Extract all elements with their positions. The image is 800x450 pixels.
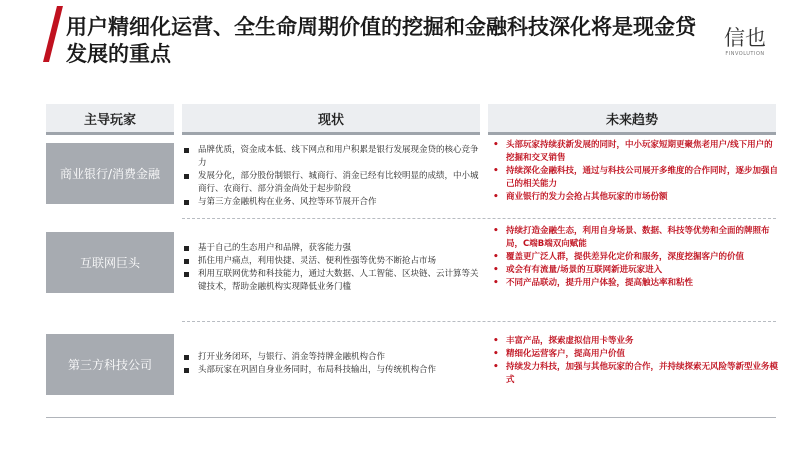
dot-bullet-icon: • xyxy=(493,362,499,372)
status-list-third-party xyxy=(182,351,482,377)
square-bullet-icon xyxy=(184,200,189,205)
status-item: 打开业务闭环，与银行、消金等持牌金融机构合作 xyxy=(182,351,482,364)
player-third-party: 第三方科技公司 xyxy=(46,334,174,395)
dot-bullet-icon: • xyxy=(493,252,499,262)
trend-list-third-party xyxy=(490,335,780,387)
logo-subtitle: FINVOLUTION xyxy=(725,51,765,57)
trend-item: • 持续打造金融生态，利用自身场景、数据、科技等优势和全面的牌照布局，C端B端双向赋能 xyxy=(493,226,770,249)
trend-item: • 不同产品联动，提升用户体验，提高触达率和粘性 xyxy=(493,278,694,288)
status-item: 头部玩家在巩固自身业务同时，布局科技输出，与传统机构合作 xyxy=(182,364,482,377)
page-title: 用户精细化运营、全生命周期价值的挖掘和金融科技深化将是现金贷发展的重点 xyxy=(66,15,696,66)
title-accent-bar xyxy=(43,6,63,62)
square-bullet-icon xyxy=(184,355,189,360)
company-logo xyxy=(722,26,768,57)
dot-bullet-icon: • xyxy=(493,166,499,176)
player-internet: 互联网巨头 xyxy=(46,232,174,293)
trend-list-internet xyxy=(490,225,780,290)
status-item: 基于自己的生态用户和品牌，获客能力强 xyxy=(182,242,482,255)
row-divider xyxy=(182,218,776,219)
square-bullet-icon xyxy=(184,272,189,277)
status-list-internet xyxy=(182,242,482,294)
trend-item: • 丰富产品，探索虚拟信用卡等业务 xyxy=(493,336,634,346)
row-divider xyxy=(182,321,776,322)
dot-bullet-icon: • xyxy=(493,140,499,150)
dot-bullet-icon: • xyxy=(493,349,499,359)
trend-item: • 持续深化金融科技，通过与科技公司展开多维度的合作同时，逐步加强自己的相关能力 xyxy=(493,166,779,189)
dot-bullet-icon: • xyxy=(493,278,499,288)
player-bank: 商业银行/消费金融 xyxy=(46,143,174,204)
square-bullet-icon xyxy=(184,368,189,373)
square-bullet-icon xyxy=(184,174,189,179)
trend-item: • 持续发力科技，加强与其他玩家的合作，并持续探索无风险等新型业务模式 xyxy=(493,362,779,385)
trend-item: • 或会有有流量/场景的互联网新进玩家进入 xyxy=(493,265,663,275)
status-list-bank xyxy=(182,144,482,209)
header-trend: 未来趋势 xyxy=(488,104,776,135)
table-bottom-border xyxy=(46,417,776,418)
dot-bullet-icon: • xyxy=(493,192,499,202)
square-bullet-icon xyxy=(184,148,189,153)
header-status: 现状 xyxy=(182,104,480,135)
status-item: 抓住用户痛点，利用快捷、灵活、便利性强等优势不断抢占市场 xyxy=(182,255,482,268)
trend-item: • 覆盖更广泛人群，提供差异化定价和服务，深度挖掘客户的价值 xyxy=(493,252,745,262)
status-item: 发展分化，部分股份制银行、城商行、消金已经有比较明显的成绩，中小城商行、农商行、部分消金尚处于起步阶段 xyxy=(182,170,482,196)
square-bullet-icon xyxy=(184,259,189,264)
logo-mark: 信也 xyxy=(724,26,766,50)
trend-list-bank xyxy=(490,139,780,204)
trend-item: • 头部玩家持续获新发展的同时，中小玩家短期更聚焦老用户/线下用户的挖掘和交叉销售 xyxy=(493,140,773,163)
status-item: 利用互联网优势和科技能力，通过大数据、人工智能、区块链、云计算等关键技术，帮助金融机构实现降低业务门槛 xyxy=(182,268,482,294)
status-item: 与第三方金融机构在业务、风控等环节展开合作 xyxy=(182,196,482,209)
square-bullet-icon xyxy=(184,246,189,251)
dot-bullet-icon: • xyxy=(493,226,499,236)
header-player: 主导玩家 xyxy=(46,104,174,135)
status-item: 品牌优质，资金成本低、线下网点和用户积累是银行发展现金贷的核心竞争力 xyxy=(182,144,482,170)
dot-bullet-icon: • xyxy=(493,265,499,275)
trend-item: • 商业银行的发力会抢占其他玩家的市场份额 xyxy=(493,192,668,202)
trend-item: • 精细化运营客户，提高用户价值 xyxy=(493,349,626,359)
dot-bullet-icon: • xyxy=(493,336,499,346)
